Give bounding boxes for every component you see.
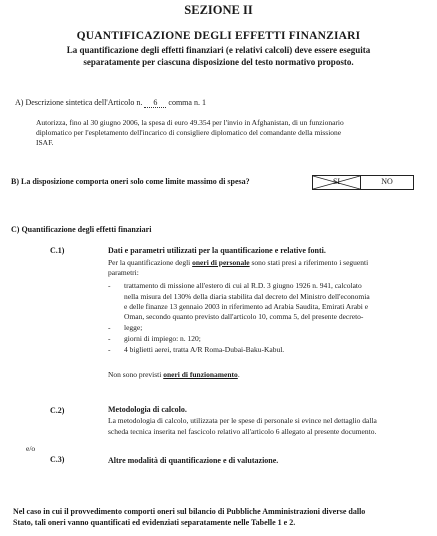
list-bullet: - — [108, 281, 111, 290]
section-b-question: B) La disposizione comporta oneri solo come limite massimo di spesa? — [11, 177, 250, 186]
list-item: giorni di impiego: n. 120; — [124, 334, 201, 343]
c1-intro-line — [108, 258, 368, 267]
section-c-heading: C) Quantificazione degli effetti finanziari — [11, 225, 152, 234]
c3-number: C.3) — [50, 455, 65, 464]
list-item-line: e delle finanze 13 gennaio 2003 in riferimento ad Arabia Saudita, Emirati Arabi e — [124, 302, 369, 311]
article-number: 6 — [144, 98, 166, 108]
option-si-label: SI — [332, 177, 341, 186]
option-no-label: NO — [381, 177, 393, 186]
c1-intro-post: sono stati presi a riferimento i seguenti — [249, 258, 369, 267]
functioning-underlined: oneri di funzionamento — [163, 370, 238, 379]
section-a-label: A) Descrizione sintetica dell'Articolo n. — [15, 98, 143, 107]
c2-title: Metodologia di calcolo. — [108, 405, 187, 414]
list-item: 4 biglietti aerei, tratta A/R Roma-Dubai-Baku-Kabul. — [124, 345, 285, 354]
c1-intro-underlined: oneri di personale — [192, 258, 250, 267]
list-item-line: legge; — [124, 323, 143, 332]
c3-title: Altre modalità di quantificazione e di valutazione. — [108, 456, 279, 465]
functioning-costs-note — [108, 370, 240, 379]
option-si-box — [312, 175, 361, 190]
intro-line-2: separatamente per ciascuna disposizione del testo normativo proposto. — [83, 57, 354, 67]
section-a-text-line: diplomatico per l'espletamento dell'incarico di consigliere diplomatico del comandante della missione — [36, 128, 342, 137]
section-a-heading — [15, 98, 206, 108]
section-a-text-line: Autorizza, fino al 30 giugno 2006, la spesa di euro 49.354 per l'invio in Afghanistan, di un funzionario — [36, 118, 344, 127]
list-bullet: - — [108, 345, 111, 354]
c1-title: Dati e parametri utilizzati per la quantificazione e relative fonti. — [108, 246, 326, 255]
list-bullet: - — [108, 323, 111, 332]
functioning-pre: Non sono previsti — [108, 370, 164, 379]
functioning-post: . — [237, 370, 240, 379]
footer-line-1: Nel caso in cui il provvedimento comporti oneri sul bilancio di Pubbliche Amministrazioni diverse dallo — [13, 507, 366, 516]
c2-number: C.2) — [50, 406, 65, 415]
intro-line-1: La quantificazione degli effetti finanziari (e relativi calcoli) deve essere eseguita — [66, 45, 371, 55]
list-bullet: - — [108, 334, 111, 343]
list-item-line: nella misura del 130% della diaria stabilita dal decreto del Ministro dell'economia — [124, 292, 370, 301]
option-no-box — [360, 175, 414, 190]
section-a-text-line: ISAF. — [36, 138, 54, 147]
comma-number: 1 — [201, 98, 206, 107]
list-item-line: trattamento di missione all'estero di cui al R.D. 3 giugno 1926 n. 941, calcolato — [124, 281, 362, 290]
c2-text-line: scheda tecnica inserita nel fascicolo relativo all'articolo 6 allegato al presente documento. — [108, 427, 377, 436]
footer-line-2: Stato, tali oneri vanno quantificati ed evidenziati separatamente nelle Tabelle 1 e 2. — [13, 518, 296, 527]
and-or-label: e/o — [26, 444, 36, 453]
c1-intro-line-2: parametri: — [108, 268, 139, 277]
document-title: QUANTIFICAZIONE DEGLI EFFETTI FINANZIARI — [76, 30, 361, 42]
list-item — [124, 323, 142, 332]
c1-number: C.1) — [50, 246, 65, 255]
c1-intro-pre: Per la quantificazione degli — [108, 258, 193, 267]
c2-text-line: La metodologia di calcolo, utilizzata per le spese di personale si evince nel dettaglio dalla — [108, 416, 377, 425]
section-title: SEZIONE II — [184, 3, 253, 17]
list-item-line: Oman, secondo quanto previsto dall'articolo 10, comma 5, del presente decreto- — [124, 312, 364, 321]
section-a-comma-label: comma n. — [168, 98, 200, 107]
